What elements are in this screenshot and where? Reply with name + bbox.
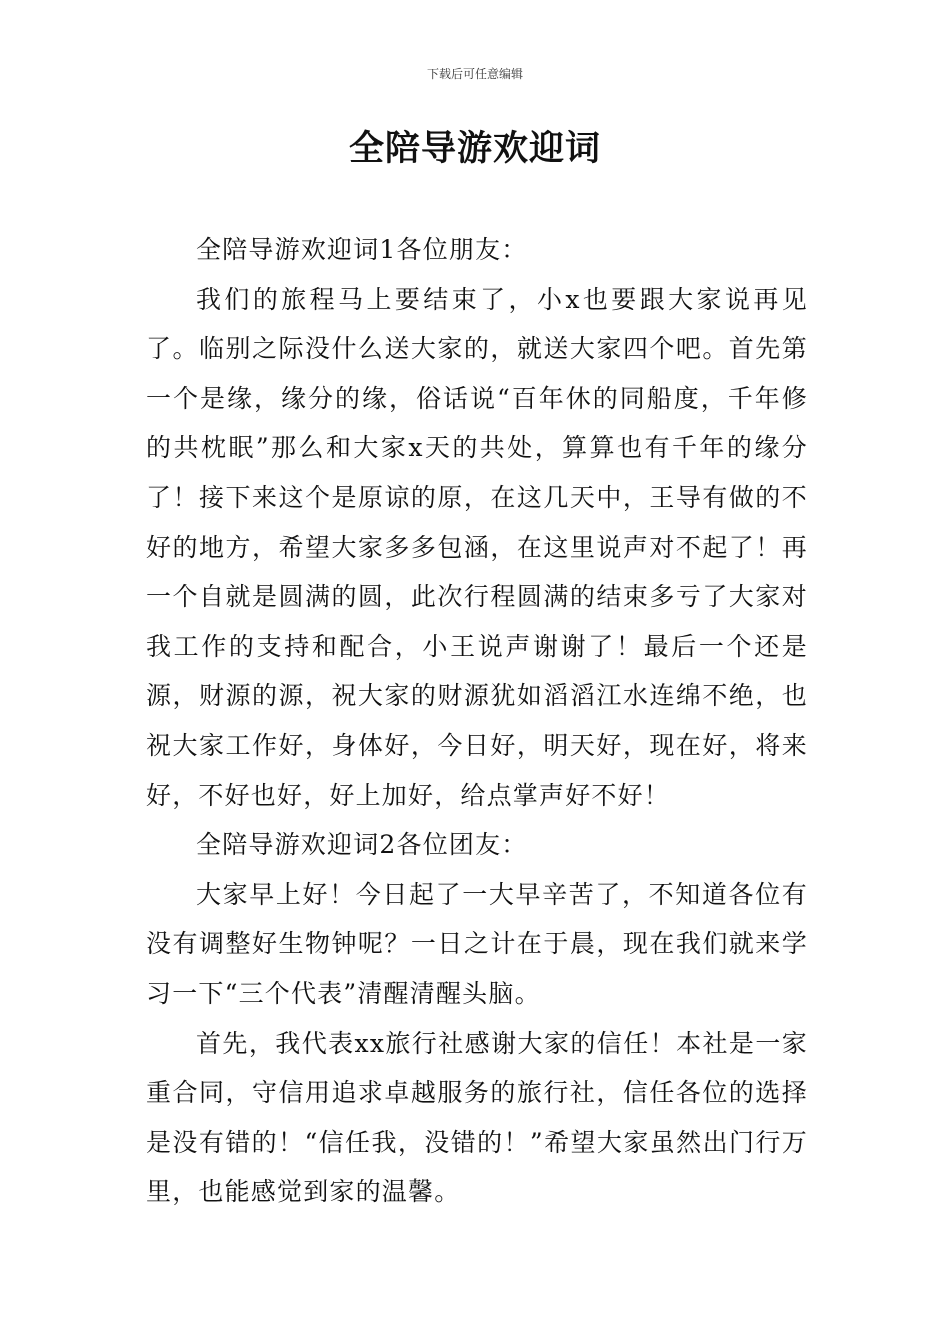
paragraph-4: 大家早上好！今日起了一大早辛苦了，不知道各位有没有调整好生物钟呢？一日之计在于晨，现在我们就来学习一下“三个代表”清醒清醒头脑。 bbox=[146, 879, 808, 1008]
page-title: 全陪导游欢迎词 bbox=[348, 129, 601, 169]
paragraph-1: 全陪导游欢迎词1各位朋友： bbox=[196, 235, 528, 264]
paragraph-2: 我们的旅程马上要结束了，小x也要跟大家说再见了。临别之际没什么送大家的，就送大家四个吧。首先第一个是缘，缘分的缘，俗话说“百年休的同船度，千年修的共枕眠”那么和大家x天的共处，算算也有千年的缘分了！接下来这个是原谅的原，在这几天中，王导有做的不好的地方，希望大家多多包涵，在这里说声对不起了！再一个自就是圆满的圆，此次行程圆满的结束多亏了大家对我工作的支持和配合，小王说声谢谢了！最后一个还是源，财源的源，祝大家的财源犹如滔滔江水连绵不绝，也祝大家工作好，身体好，今日好，明天好，现在好，将来好，不好也好，好上加好，给点掌声好不好！ bbox=[146, 284, 808, 810]
paragraph-5: 首先，我代表xx旅行社感谢大家的信任！本社是一家重合同，守信用追求卓越服务的旅行社，信任各位的选择是没有错的！“信任我，没错的！”希望大家虽然出门行万里，也能感觉到家的温馨。 bbox=[146, 1028, 808, 1207]
paragraph-3: 全陪导游欢迎词2各位团友： bbox=[196, 830, 528, 860]
document-body bbox=[146, 225, 808, 1217]
header-note: 下载后可任意编辑 bbox=[426, 67, 523, 81]
